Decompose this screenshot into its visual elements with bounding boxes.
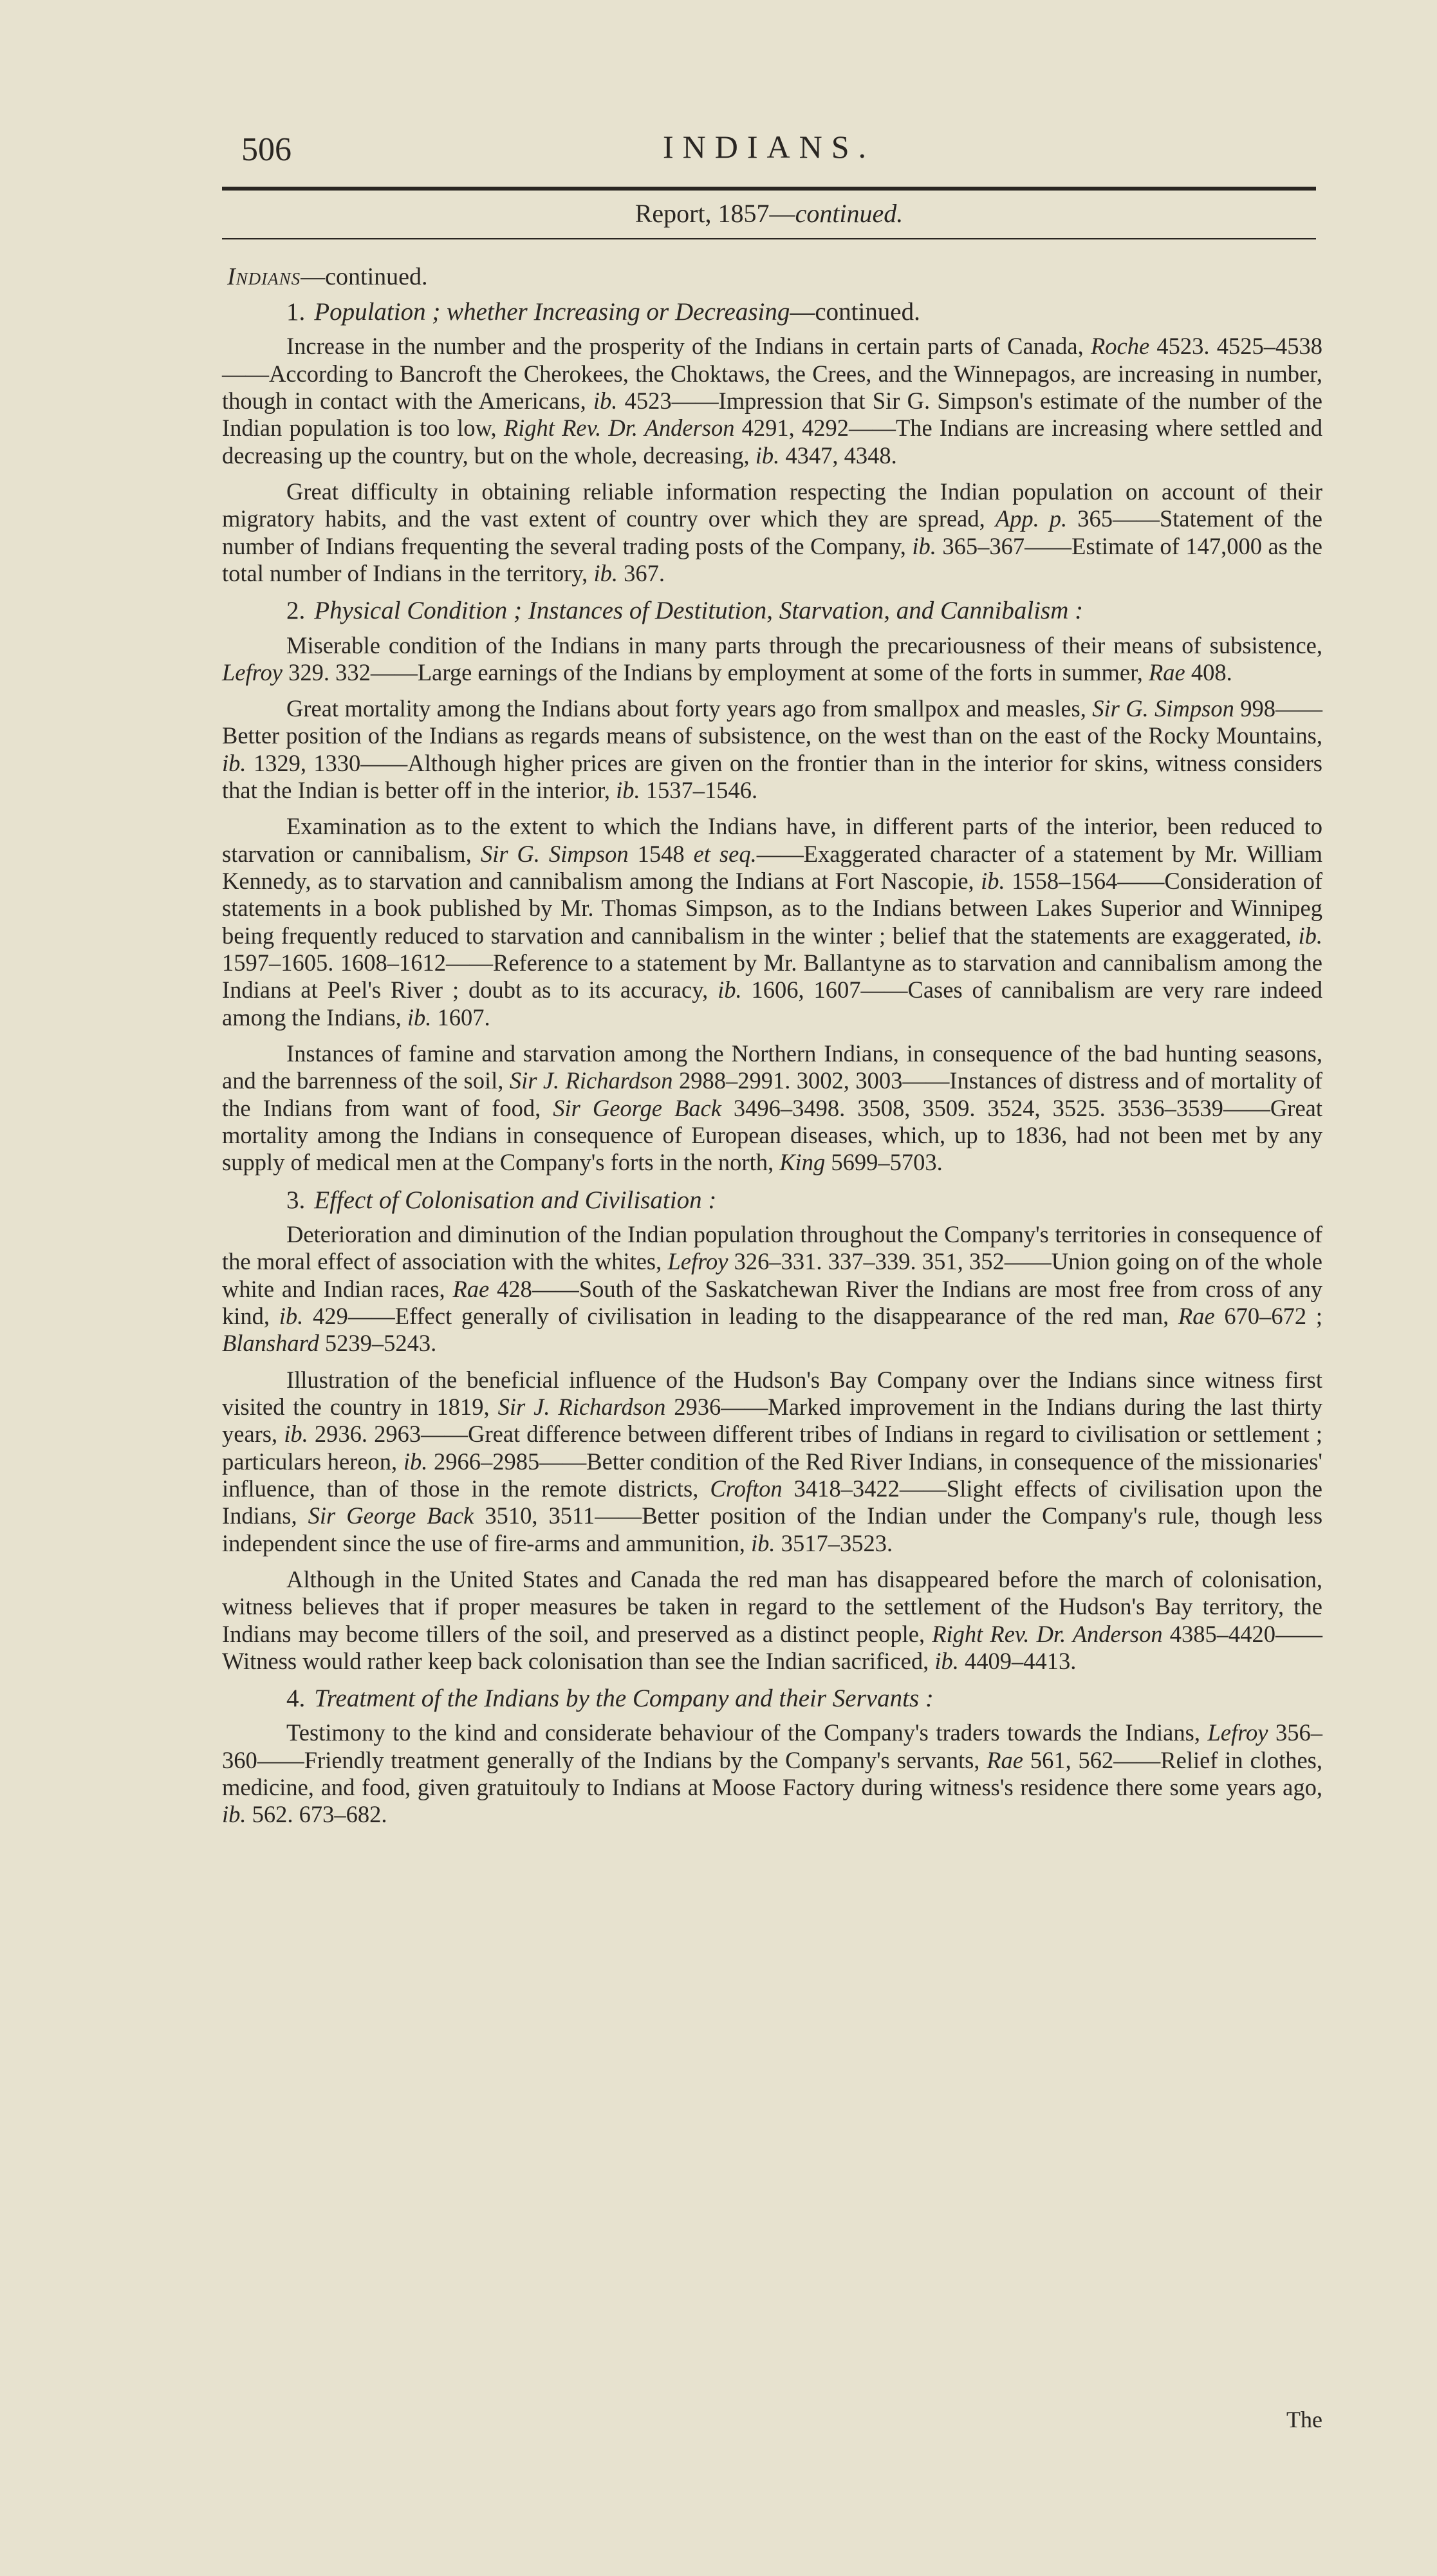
page-number: 506 <box>241 131 292 168</box>
section-number: 2. <box>286 597 306 625</box>
section-heading <box>286 297 1322 326</box>
section-title: Effect of Colonisation and Civilisation : <box>314 1186 717 1214</box>
paragraph: Great mortality among the Indians about forty years ago from smallpox and measles, Sir G. Simpson 998——Better position of the Indians as regards means of subsistence, on the west than on the east of the Rocky Mountains, ib. 1329, 1330——Although higher prices are given on the frontier than in the interior for skins, witness considers that the Indian is better off in the interior, ib. 1537–1546. <box>222 695 1322 804</box>
section-heading <box>286 1684 1322 1713</box>
page-header <box>222 126 1316 177</box>
section-heading <box>286 1186 1322 1215</box>
paragraph: Although in the United States and Canada the red man has disappeared before the march of colonisation, witness believes that if proper measures be taken in regard to the settlement of the Hudson's Bay territory, the Indians may become tillers of the soil, and preserved as a distinct people, Right Rev. Dr. Anderson 4385–4420——Witness would rather keep back colonisation than see the Indian sacrificed, ib. 4409–4413. <box>222 1565 1322 1674</box>
section-heading <box>286 596 1322 625</box>
paragraph: Increase in the number and the prosperity of the Indians in certain parts of Canada, Roche 4523. 4525–4538——According to Bancroft the Cherokees, the Choktaws, the Crees, and the Winnepagos, are increasing in number, though in contact with the Americans, ib. 4523——Impression that Sir G. Simpson's estimate of the number of the Indian population is too low, Right Rev. Dr. Anderson 4291, 4292——The Indians are increasing where settled and decreasing up the country, but on the whole, decreasing, ib. 4347, 4348. <box>222 333 1323 469</box>
paragraph: Testimony to the kind and considerate behaviour of the Company's traders towards the Indians, Lefroy 356–360——Friendly treatment generally of the Indians by the Company's servants, Rae 561, 562——Relief in clothes, medicine, and food, given gratuitouly to Indians at Moose Factory during witness's residence there some years ago, ib. 562. 673–682. <box>222 1719 1322 1828</box>
paragraph: Illustration of the beneficial influence of the Hudson's Bay Company over the Indians since witness first visited the country in 1819, Sir J. Richardson 2936——Marked improvement in the Indians during the last thirty years, ib. 2936. 2963——Great difference between different tribes of Indians in regard to civilisation or settlement ; particulars hereon, ib. 2966–2985——Better condition of the Red River Indians, in consequence of the missionaries' influence, than of those in the remote districts, Crofton 3418–3422——Slight effects of civilisation upon the Indians, Sir George Back 3510, 3511——Better position of the Indian under the Company's rule, though less independent since the use of fire-arms and ammunition, ib. 3517–3523. <box>222 1366 1323 1556</box>
subject-heading <box>227 263 1322 291</box>
subject-suffix: —continued. <box>301 263 428 290</box>
paragraph: Instances of famine and starvation among the Northern Indians, in consequence of the bad hunting seasons, and the barrenness of the soil, Sir J. Richardson 2988–2991. 3002, 3003——Instances of distress and of mortality of the Indians from want of food, Sir George Back 3496–3498. 3508, 3509. 3524, 3525. 3536–3539——Great mortality among the Indians in consequence of European diseases, which, up to 1836, had not been met by any supply of medical men at the Company's forts in the north, King 5699–5703. <box>222 1040 1322 1176</box>
catchword: The <box>1286 2407 1322 2432</box>
running-title: INDIANS. <box>662 129 876 165</box>
section-title: Physical Condition ; Instances of Destitution, Starvation, and Cannibalism : <box>314 597 1084 625</box>
paragraph: Deterioration and diminution of the Indian population throughout the Company's territories in consequence of the moral effect of association with the whites, Lefroy 326–331. 337–339. 351, 352——Union going on of the whole white and Indian races, Rae 428——South of the Saskatchewan River the Indians are most free from cross of any kind, ib. 429——Effect generally of civilisation in leading to the disappearance of the red man, Rae 670–672 ; Blanshard 5239–5243. <box>222 1220 1322 1357</box>
section-number: 3. <box>286 1186 306 1214</box>
section-number: 1. <box>286 298 306 326</box>
paragraph: Examination as to the extent to which the Indians have, in different parts of the interior, been reduced to starvation or cannibalism, Sir G. Simpson 1548 et seq.——Exaggerated character of a statement by Mr. William Kennedy, as to starvation and cannibalism among the Indians at Fort Nascopie, ib. 1558–1564——Consideration of statements in a book published by Mr. Thomas Simpson, as to the Indians between Lakes Superior and Winnipeg being frequently reduced to starvation and cannibalism in the winter ; belief that the statements are exaggerated, ib. 1597–1605. 1608–1612——Reference to a statement by Mr. Ballantyne as to starvation and cannibalism among the Indians at Peel's River ; doubt as to its accuracy, ib. 1606, 1607——Cases of cannibalism are very rare indeed among the Indians, ib. 1607. <box>222 813 1323 1031</box>
report-line-prefix: Report, 1857— <box>635 199 795 228</box>
section-number: 4. <box>286 1685 306 1713</box>
paragraph: Great difficulty in obtaining reliable information respecting the Indian population on account of their migratory habits, and the vast extent of country over which they are spread, App. p. 365——Statement of the number of Indians frequenting the several trading posts of the Company, ib. 365–367——Estimate of 147,000 as the total number of Indians in the territory, ib. 367. <box>222 478 1322 586</box>
sections <box>222 297 1322 1829</box>
document-body <box>222 263 1322 1838</box>
section-title: Treatment of the Indians by the Company and their Servants : <box>314 1685 934 1713</box>
report-line <box>222 198 1316 229</box>
report-line-suffix: continued. <box>795 199 904 228</box>
report-rule <box>222 238 1316 239</box>
header-rule <box>222 187 1316 191</box>
paragraph: Miserable condition of the Indians in many parts through the precariousness of their means of subsistence, Lefroy 329. 332——Large earnings of the Indians by employment at some of the forts in summer, Rae 408. <box>222 631 1322 686</box>
section-title: Population ; whether Increasing or Decreasing <box>314 298 790 326</box>
subject-title: Indians <box>227 263 301 290</box>
section-title-suffix: —continued. <box>790 298 920 326</box>
